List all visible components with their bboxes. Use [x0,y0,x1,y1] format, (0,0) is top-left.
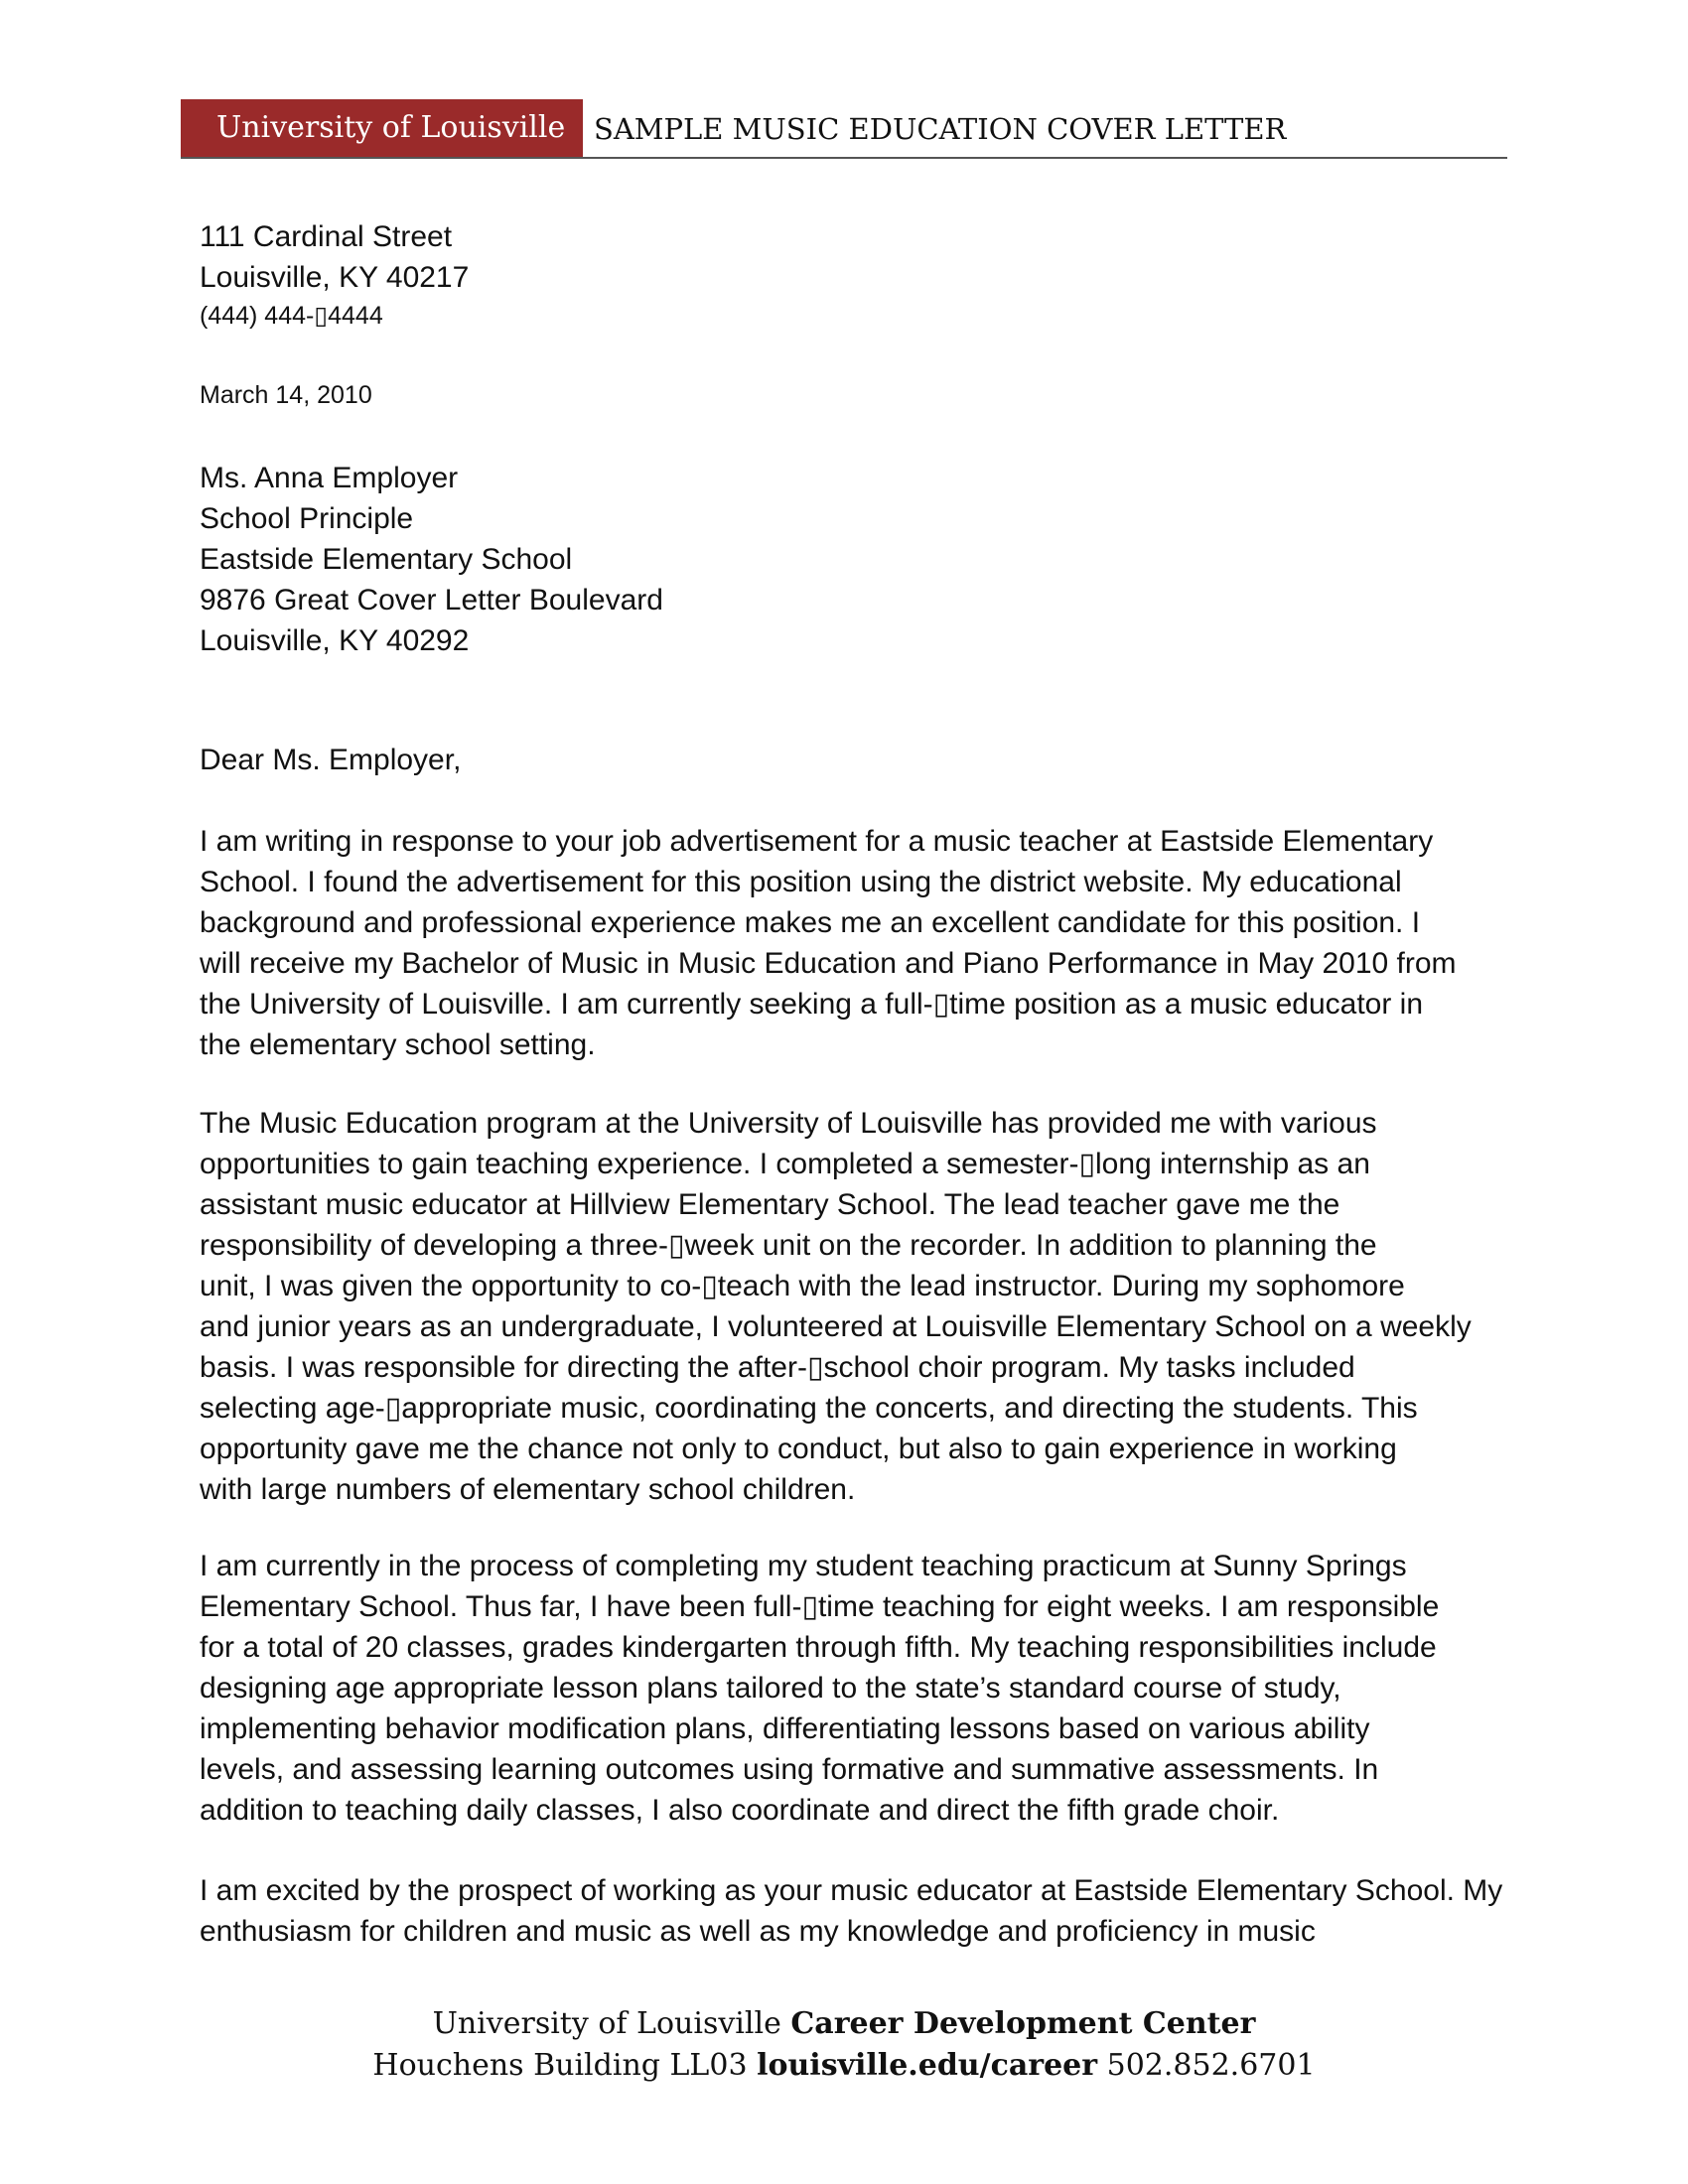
sender-address [200,216,1490,334]
paragraph-line: will receive my Bachelor of Music in Music Education and Piano Performance in May 2010 from [200,947,1457,980]
footer-center: Career Development Center [790,2006,1256,2041]
paragraph-line: implementing behavior modification plans, differentiating lessons based on various ability [200,1712,1370,1745]
recipient-city: Louisville, KY 40292 [200,624,470,657]
sender-city: Louisville, KY 40217 [200,261,470,294]
footer-building: Houchens Building LL03 [372,2048,748,2083]
paragraph-line: opportunities to gain teaching experience. I completed a semester-▯long internship as an [200,1148,1370,1180]
paragraph-line: The Music Education program at the University of Louisville has provided me with various [200,1107,1377,1140]
university-brand-band: University of Louisville [181,99,583,157]
paragraph-line: the elementary school setting. [200,1028,596,1061]
body-paragraph-2 [200,1103,1500,1510]
paragraph-line: and junior years as an undergraduate, I volunteered at Louisville Elementary School on a weekly [200,1310,1472,1343]
salutation-text: Dear Ms. Employer, [200,744,462,776]
paragraph-line: responsibility of developing a three-▯week unit on the recorder. In addition to planning the [200,1229,1377,1262]
salutation [200,740,1490,780]
header-divider [181,157,1507,159]
paragraph-line: with large numbers of elementary school children. [200,1473,856,1506]
footer-phone: 502.852.6701 [1106,2048,1316,2083]
paragraph-line: I am currently in the process of completing my student teaching practicum at Sunny Springs [200,1550,1407,1582]
footer-line-2 [0,2045,1688,2087]
letter-date [200,377,1490,413]
paragraph-line: School. I found the advertisement for this position using the district website. My educational [200,866,1402,898]
paragraph-line: enthusiasm for children and music as well as my knowledge and proficiency in music [200,1915,1316,1948]
recipient-street: 9876 Great Cover Letter Boulevard [200,584,663,616]
body-paragraph-4 [200,1870,1503,1952]
paragraph-line: addition to teaching daily classes, I also coordinate and direct the fifth grade choir. [200,1794,1280,1827]
body-paragraph-1 [200,821,1500,1065]
sender-street: 111 Cardinal Street [200,220,453,253]
paragraph-line: designing age appropriate lesson plans tailored to the state’s standard course of study, [200,1672,1341,1705]
date-text: March 14, 2010 [200,381,372,409]
footer-line-1 [0,2003,1688,2045]
paragraph-line: unit, I was given the opportunity to co-▯teach with the lead instructor. During my sophomore [200,1270,1405,1302]
page-header [181,99,1507,159]
recipient-title: School Principle [200,502,414,535]
document-title: SAMPLE MUSIC EDUCATION COVER LETTER [594,112,1287,146]
recipient-school: Eastside Elementary School [200,543,573,576]
footer-org: University of Louisville [432,2006,781,2041]
paragraph-line: for a total of 20 classes, grades kindergarten through fifth. My teaching responsibilities include [200,1631,1437,1664]
sender-phone: (444) 444-▯4444 [200,302,383,330]
paragraph-line: opportunity gave me the chance not only to conduct, but also to gain experience in working [200,1433,1397,1465]
paragraph-line: basis. I was responsible for directing the after-▯school choir program. My tasks included [200,1351,1355,1384]
paragraph-line: the University of Louisville. I am currently seeking a full-▯time position as a music educator in [200,988,1424,1021]
body-paragraph-3 [200,1546,1500,1831]
paragraph-line: Elementary School. Thus far, I have been full-▯time teaching for eight weeks. I am responsible [200,1590,1440,1623]
paragraph-line: selecting age-▯appropriate music, coordinating the concerts, and directing the students. This [200,1392,1418,1425]
paragraph-line: assistant music educator at Hillview Elementary School. The lead teacher gave me the [200,1188,1340,1221]
recipient-name: Ms. Anna Employer [200,462,459,494]
paragraph-line: I am excited by the prospect of working as your music educator at Eastside Elementary School. My [200,1874,1503,1907]
page-footer [0,2003,1688,2087]
paragraph-line: I am writing in response to your job advertisement for a music teacher at Eastside Elementary [200,825,1434,858]
paragraph-line: background and professional experience makes me an excellent candidate for this position. I [200,906,1421,939]
recipient-address [200,458,1490,661]
paragraph-line: levels, and assessing learning outcomes using formative and summative assessments. In [200,1753,1379,1786]
footer-url-link[interactable]: louisville.edu/career [757,2048,1098,2083]
